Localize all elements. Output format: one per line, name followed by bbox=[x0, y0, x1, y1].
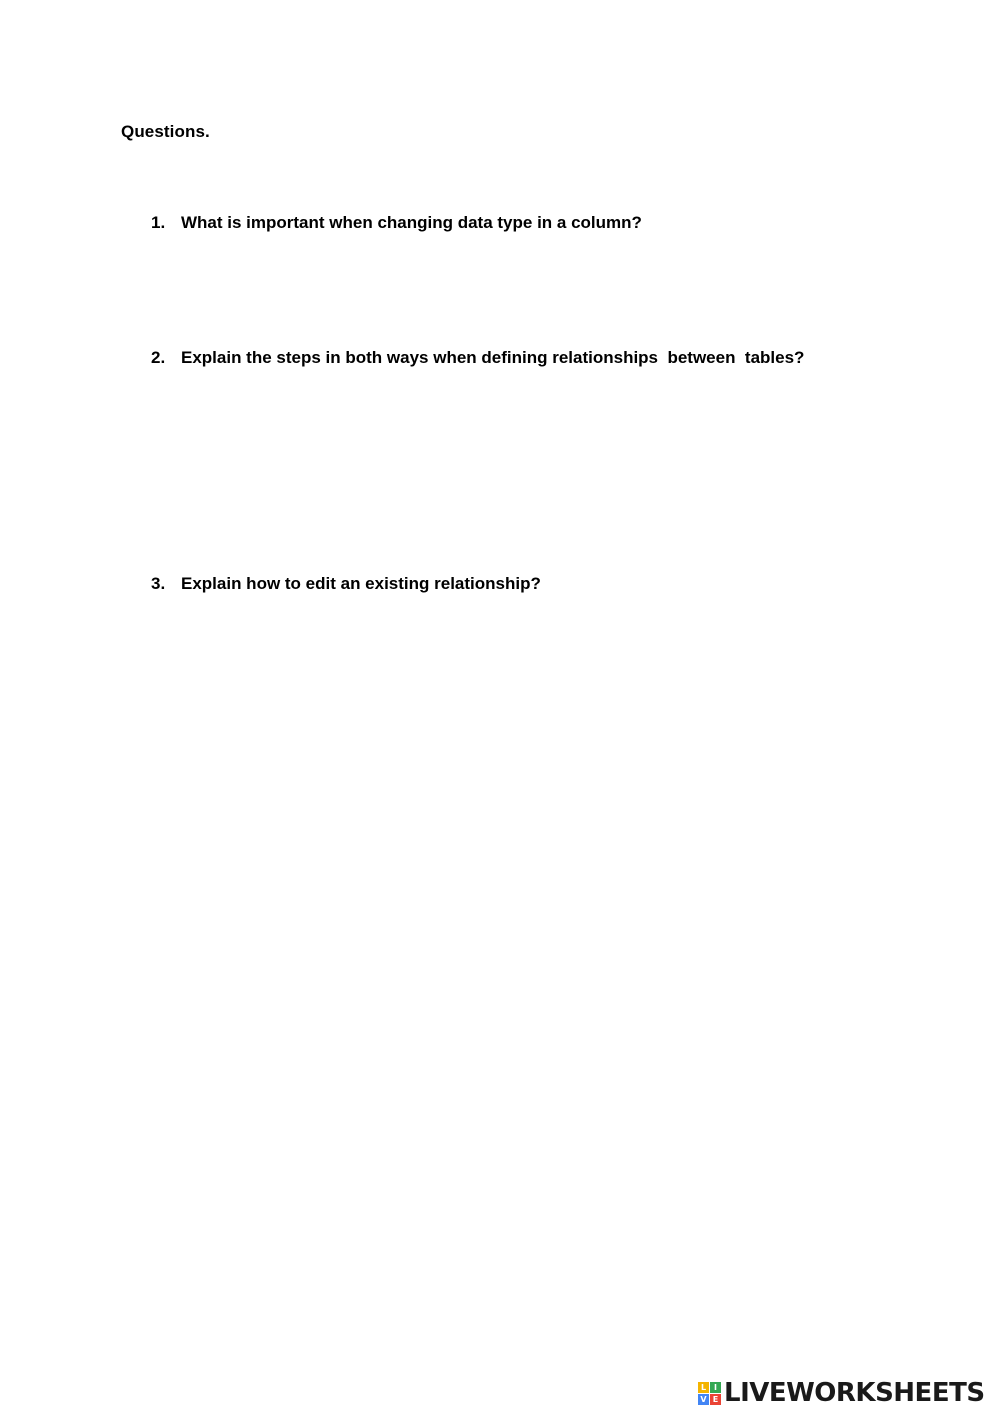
question-number: 3. bbox=[151, 574, 166, 593]
question-2 bbox=[151, 348, 804, 368]
question-1 bbox=[151, 213, 642, 233]
logo-mark-tile: V bbox=[698, 1394, 709, 1405]
logo-mark-tile: E bbox=[710, 1394, 721, 1405]
worksheet-heading: Questions. bbox=[121, 122, 210, 141]
logo-mark-tile: L bbox=[698, 1382, 709, 1393]
question-text: Explain how to edit an existing relationship? bbox=[181, 574, 541, 593]
logo-mark-tile: I bbox=[710, 1382, 721, 1393]
logo-wordmark: LIVEWORKSHEETS bbox=[724, 1378, 985, 1408]
question-text: Explain the steps in both ways when defining relationships between tables? bbox=[181, 348, 805, 367]
question-number: 2. bbox=[151, 348, 166, 367]
question-text: What is important when changing data type in a column? bbox=[181, 213, 642, 232]
question-number: 1. bbox=[151, 213, 166, 232]
liveworksheets-logo-icon bbox=[698, 1382, 721, 1405]
liveworksheets-logo bbox=[698, 1378, 985, 1408]
question-3 bbox=[151, 574, 541, 594]
